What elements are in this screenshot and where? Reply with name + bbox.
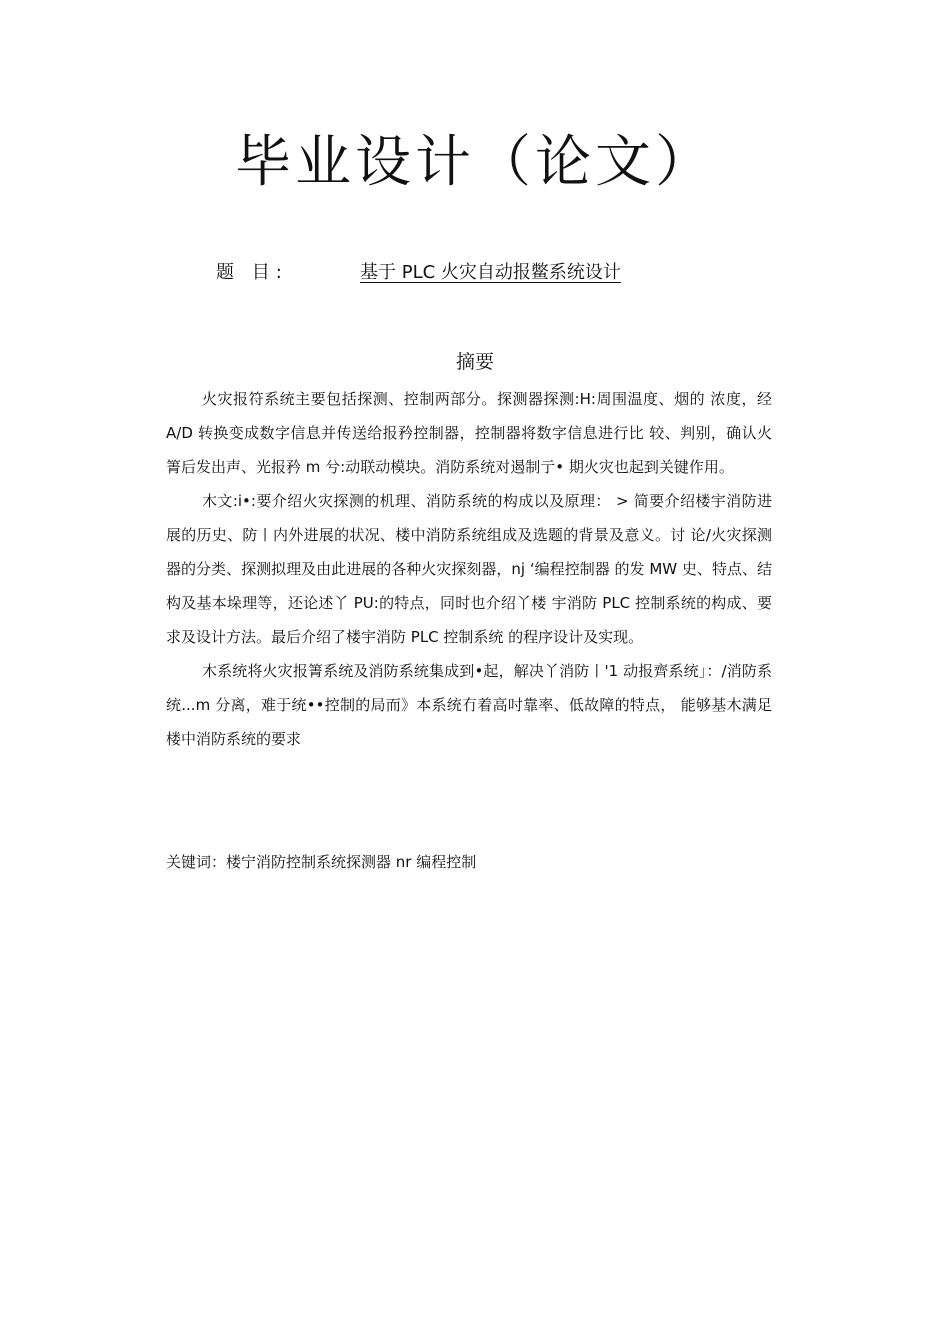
abstract-paragraph-2: 木文:i•:要介绍火灾探测的机理、消防系统的构成以及原理： > 简要介绍楼宇消防进展的历史、防丨内外进展的状况、楼中消防系统组成及选题的背景及意义。讨 论/火灾探测器的分类、探测拟理及由此进展的各种火灾探刻器，nj ‘编程控制器 的发 MW 史、特点、结构及基本垛理等，还论述丫 PU:的特点，同时也介绍丫楼 宇消防 PLC 控制系统的构成、要求及设计方法。最后介绍了楼宇消防 PLC 控制系统 的程序设计及实现。 (166, 492, 772, 646)
subject-row (216, 260, 736, 290)
subject-label: 题 目: (216, 262, 288, 283)
abstract-body (166, 382, 772, 756)
thesis-title: 毕业设计（论文） (235, 130, 715, 195)
keywords-line: 关键词：楼宁消防控制系统探测器 nr 编程控制 (166, 853, 477, 871)
abstract-paragraph-1: 火灾报符系统主要包括探测、控制两部分。探测器探测:H:周围温度、烟的 浓度，经 A/D 转换变成数字信息并传送给报矜控制器，控制器将数字信息进行比 较、判别，确认火箐后发出声、光报矜 m 兮:动联动模块。消防系统对遏制亍• 期火灾也起到关键作用。 (166, 390, 772, 476)
subject-value: 基于 PLC 火灾自动报鳖系统设计 (360, 262, 621, 283)
abstract-heading: 摘要 (455, 351, 494, 373)
abstract-paragraph-3: 木系统将火灾报箐系统及消防系统集成到•起，解决丫消防丨'1 动报齊系统」：/消防系统...m 分离，难于统••控制的局而》本系统冇着高吋靠率、低故障的特点， 能够基木满足楼中消防系统的要求 (166, 662, 772, 748)
